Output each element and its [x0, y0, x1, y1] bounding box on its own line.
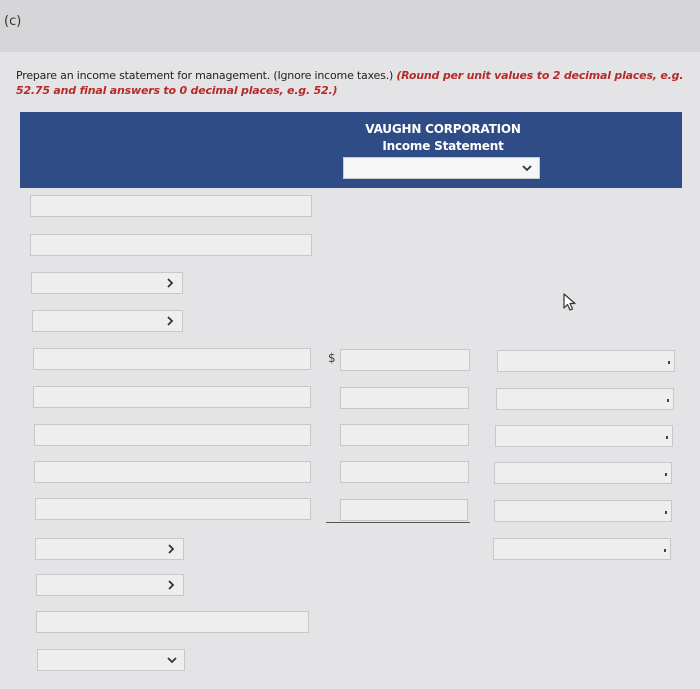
- input-edge-mark: [666, 436, 668, 439]
- input-edge-mark: [664, 549, 666, 552]
- line-item-label-input-4[interactable]: [33, 386, 311, 408]
- total-input-6[interactable]: [493, 538, 671, 560]
- input-edge-mark: [665, 511, 667, 514]
- line-item-label-input-7[interactable]: [35, 498, 311, 520]
- line-item-label-input-3[interactable]: [33, 348, 311, 370]
- instructions: [16, 68, 688, 98]
- total-input-1[interactable]: [497, 350, 675, 372]
- chevron-down-icon: [164, 315, 176, 327]
- total-input-2[interactable]: [496, 388, 674, 410]
- company-name: VAUGHN CORPORATION: [365, 122, 521, 136]
- part-label: (c): [4, 14, 22, 29]
- total-input-5[interactable]: [494, 500, 672, 522]
- line-item-label-input-2[interactable]: [30, 234, 312, 256]
- line-item-label-input-5[interactable]: [34, 424, 311, 446]
- line-item-label-input-8[interactable]: [36, 611, 309, 633]
- chevron-down-icon: [165, 579, 177, 591]
- mouse-pointer-icon: [562, 292, 578, 312]
- chevron-down-icon: [164, 277, 176, 289]
- input-edge-mark: [667, 399, 669, 402]
- line-item-label-input-6[interactable]: [34, 461, 311, 483]
- line-item-dropdown-1[interactable]: [31, 272, 183, 294]
- line-item-label-input-1[interactable]: [30, 195, 312, 217]
- amount-input-3[interactable]: [340, 424, 469, 446]
- question-part-bar: [0, 0, 700, 53]
- total-input-3[interactable]: [495, 425, 673, 447]
- subtotal-underline: [326, 522, 470, 523]
- amount-input-4[interactable]: [340, 461, 469, 483]
- instructions-main: Prepare an income statement for management. (Ignore income taxes.): [16, 69, 397, 82]
- statement-title: Income Statement: [382, 139, 504, 153]
- instructions-rounding-note: (Round per unit values to 2 decimal places, e.g. 52.75 and final answers to 0 decimal places, e.g. 52.): [16, 69, 684, 97]
- total-input-4[interactable]: [494, 462, 672, 484]
- line-item-dropdown-3[interactable]: [35, 538, 184, 560]
- input-edge-mark: [665, 473, 667, 476]
- chevron-down-icon: [521, 162, 533, 174]
- line-item-dropdown-4[interactable]: [36, 574, 184, 596]
- line-item-dropdown-2[interactable]: [32, 310, 183, 332]
- amount-input-5[interactable]: [340, 499, 468, 521]
- amount-input-1[interactable]: [340, 349, 470, 371]
- period-dropdown[interactable]: [343, 157, 540, 179]
- amount-input-2[interactable]: [340, 387, 469, 409]
- chevron-down-icon: [165, 543, 177, 555]
- line-item-dropdown-5[interactable]: [37, 649, 185, 671]
- currency-symbol: $: [328, 351, 336, 365]
- input-edge-mark: [668, 361, 670, 364]
- chevron-down-icon: [166, 654, 178, 666]
